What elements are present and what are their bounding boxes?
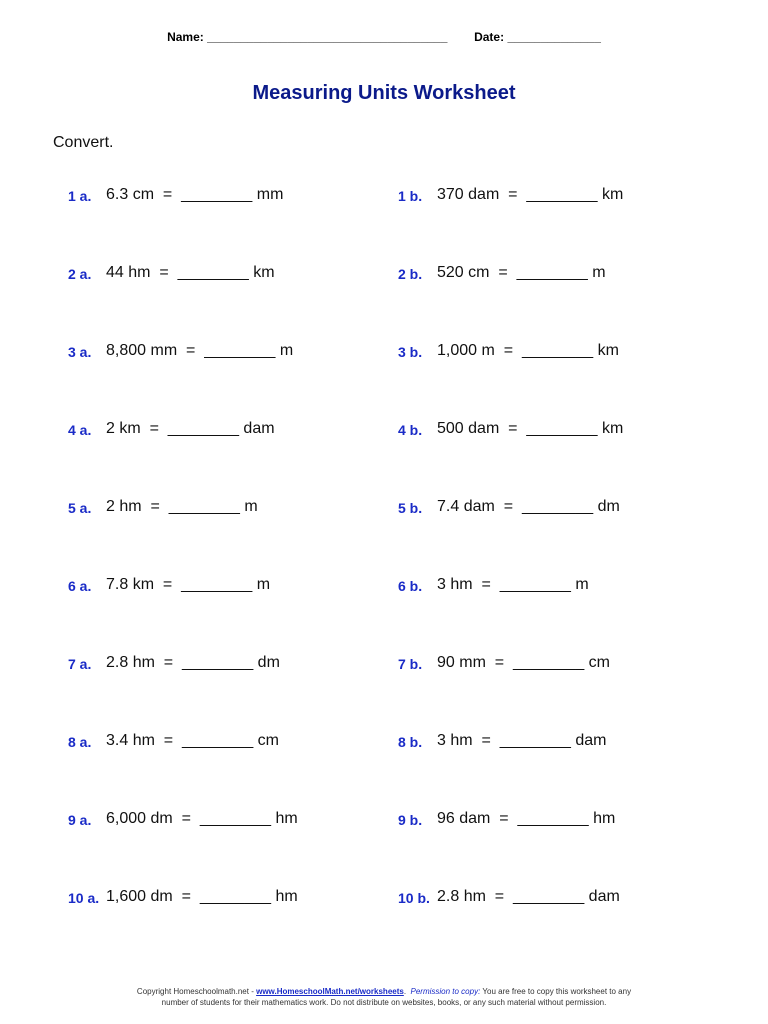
problem-8b: 3 hm = ________ dam <box>437 732 607 749</box>
problem-5b: 7.4 dam = ________ dm <box>437 498 620 515</box>
problem-9a: 6,000 dm = ________ hm <box>106 810 298 827</box>
problem-label-3a: 3 a. <box>68 344 92 360</box>
problem-7a: 2.8 hm = ________ dm <box>106 654 280 671</box>
name-date-header <box>0 30 768 44</box>
problem-label-8b: 8 b. <box>398 734 423 750</box>
problem-10a: 1,600 dm = ________ hm <box>106 888 298 905</box>
problem-label-10a: 10 a. <box>68 890 100 906</box>
problem-label-10b: 10 b. <box>398 890 430 906</box>
problem-label-9a: 9 a. <box>68 812 92 828</box>
problem-2b: 520 cm = ________ m <box>437 264 606 281</box>
problem-label-9b: 9 b. <box>398 812 423 828</box>
problem-label-6b: 6 b. <box>398 578 423 594</box>
problem-1a: 6.3 cm = ________ mm <box>106 186 284 203</box>
name-blank: ____________________________________ <box>207 30 448 44</box>
problem-5a: 2 hm = ________ m <box>106 498 258 515</box>
problem-7b: 90 mm = ________ cm <box>437 654 610 671</box>
date-blank: ______________ <box>507 30 601 44</box>
problem-label-7a: 7 a. <box>68 656 92 672</box>
worksheet-title: Measuring Units Worksheet <box>252 82 516 104</box>
copyright-footer: Copyright Homeschoolmath.net - www.HomeschoolMath.net/worksheets. Permission to copy: You are free to copy this worksheet to any number of students for their mathematics work. Do not distribute on websites, books, or any such material without permission. <box>0 986 768 1008</box>
problem-label-4b: 4 b. <box>398 422 423 438</box>
permission-text: You are free to copy this worksheet to any <box>480 987 632 996</box>
problem-label-5b: 5 b. <box>398 500 423 516</box>
copyright-text: Copyright Homeschoolmath.net - <box>136 987 257 996</box>
problem-4b: 500 dam = ________ km <box>437 420 624 437</box>
problem-6b: 3 hm = ________ m <box>437 576 589 593</box>
problem-label-2a: 2 a. <box>68 266 92 282</box>
permission-line-2: number of students for their mathematics work. Do not distribute on websites, books, or any such material without permission. <box>161 998 607 1007</box>
problem-label-3b: 3 b. <box>398 344 423 360</box>
problem-1b: 370 dam = ________ km <box>437 186 624 203</box>
problem-10b: 2.8 hm = ________ dam <box>437 888 620 905</box>
problem-8a: 3.4 hm = ________ cm <box>106 732 279 749</box>
problem-label-7b: 7 b. <box>398 656 423 672</box>
date-label: Date: <box>474 30 505 44</box>
problem-label-8a: 8 a. <box>68 734 92 750</box>
problem-label-4a: 4 a. <box>68 422 92 438</box>
problem-9b: 96 dam = ________ hm <box>437 810 616 827</box>
problem-3b: 1,000 m = ________ km <box>437 342 619 359</box>
problem-label-2b: 2 b. <box>398 266 423 282</box>
problem-3a: 8,800 mm = ________ m <box>106 342 294 359</box>
permission-label: Permission to copy: <box>410 987 481 996</box>
instruction-text: Convert. <box>53 134 114 151</box>
problem-label-1a: 1 a. <box>68 188 92 204</box>
worksheets-link[interactable]: www.HomeschoolMath.net/worksheets <box>256 987 404 996</box>
problem-6a: 7.8 km = ________ m <box>106 576 271 593</box>
name-label: Name: <box>167 30 204 44</box>
problem-label-1b: 1 b. <box>398 188 423 204</box>
problem-label-6a: 6 a. <box>68 578 92 594</box>
problem-label-5a: 5 a. <box>68 500 92 516</box>
problem-4a: 2 km = ________ dam <box>106 420 275 437</box>
problem-2a: 44 hm = ________ km <box>106 264 275 281</box>
